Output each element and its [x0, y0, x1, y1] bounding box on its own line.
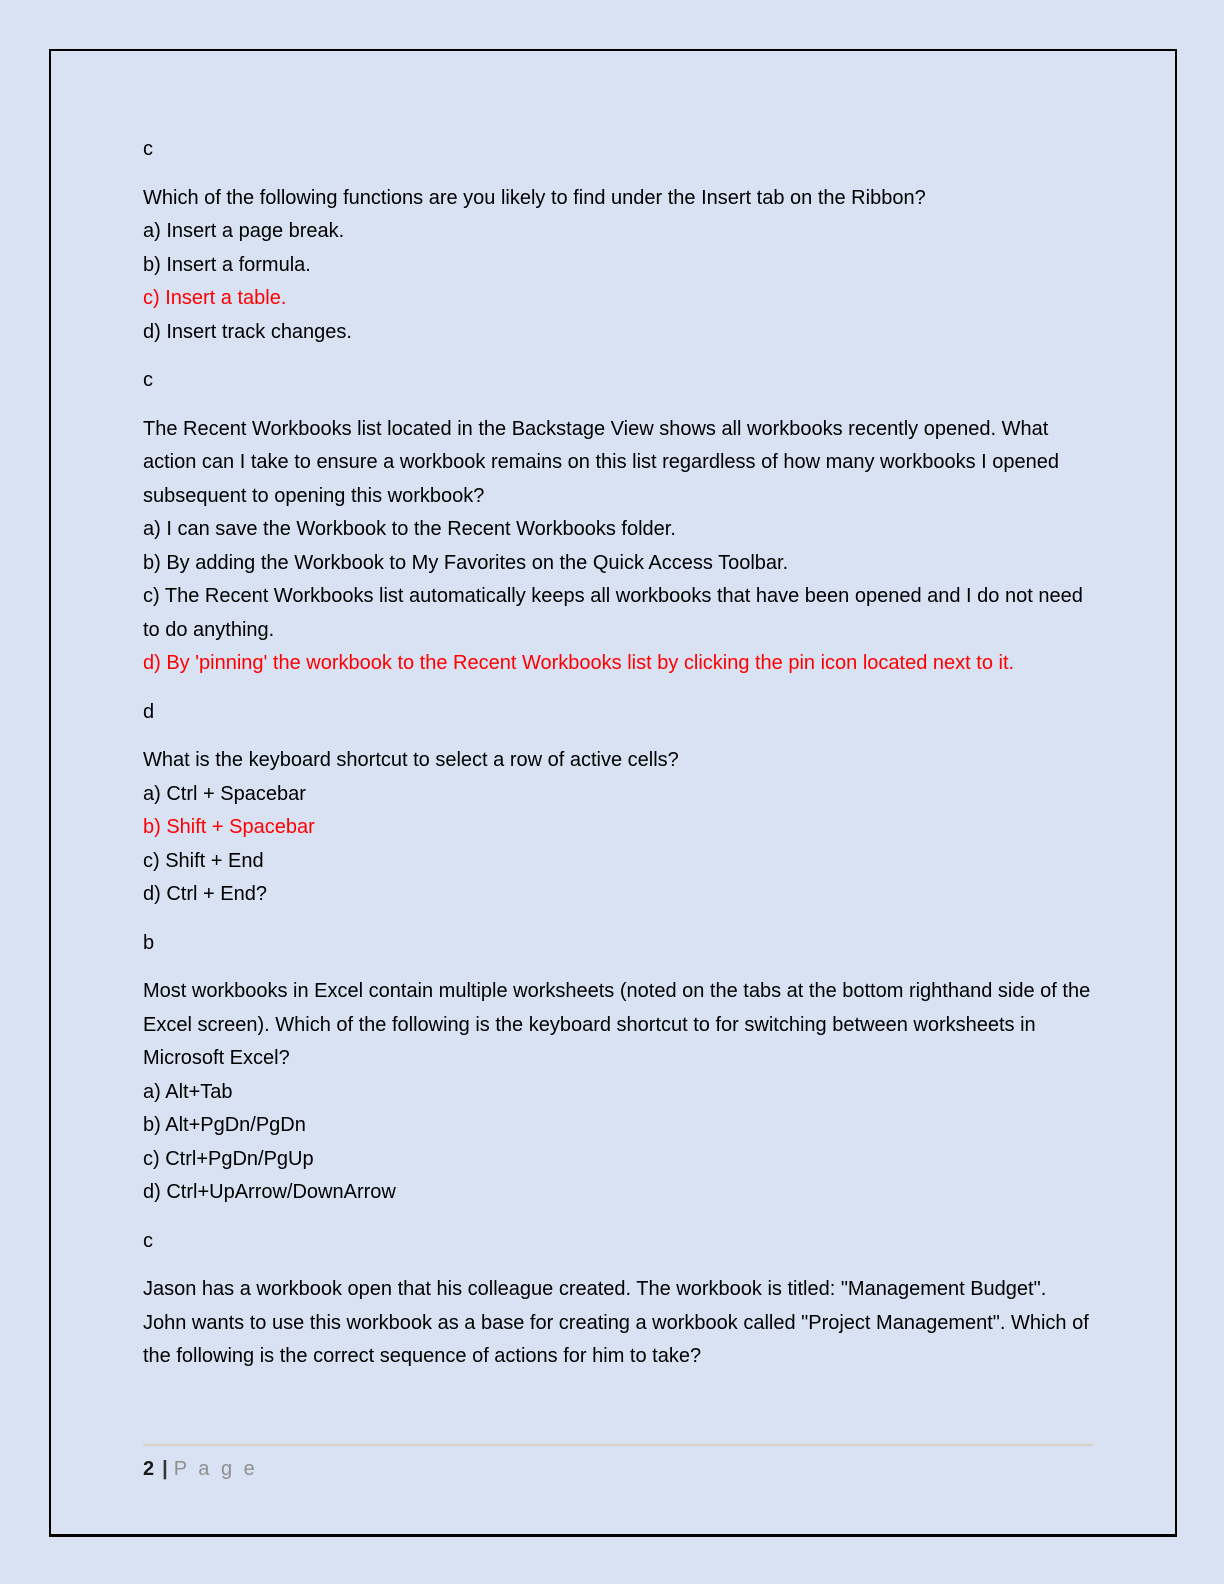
option-c: c) Shift + End — [143, 849, 264, 872]
option-c: c) Ctrl+PgDn/PgUp — [143, 1147, 314, 1170]
document-page — [49, 49, 1177, 1537]
option-a: a) Insert a page break. — [143, 220, 345, 242]
question-block — [143, 413, 1093, 681]
question-block — [143, 182, 1093, 350]
answer-key: c — [143, 369, 153, 391]
footer-text — [143, 1456, 1093, 1482]
page-number: 2 — [143, 1458, 155, 1480]
answer-key: c — [143, 1229, 153, 1252]
option-b: b) Insert a formula. — [143, 253, 311, 276]
option-c: c) The Recent Workbooks list automatically keeps all workbooks that have been opened and I do not need to do anything. — [143, 585, 1083, 641]
option-b: b) By adding the Workbook to My Favorites on the Quick Access Toolbar. — [143, 551, 789, 574]
footer-page-label: P a g e — [173, 1458, 258, 1480]
page-footer — [143, 1444, 1093, 1482]
question-text: Most workbooks in Excel contain multiple worksheets (noted on the tabs at the bottom righthand side of the Excel screen). Which of the following is the keyboard shortcut to for switching between worksheets in Microsoft Excel? — [143, 980, 1091, 1069]
question-text: The Recent Workbooks list located in the Backstage View shows all workbooks recently opened. What action can I take to ensure a workbook remains on this list regardless of how many workbooks I opened subsequent to opening this workbook? — [143, 417, 1060, 507]
question-block — [143, 744, 1093, 912]
question-block — [143, 975, 1093, 1210]
footer-divider — [143, 1444, 1093, 1446]
option-b: b) Alt+PgDn/PgDn — [143, 1114, 306, 1136]
option-a: a) Ctrl + Spacebar — [143, 782, 306, 805]
option-c-correct: c) Insert a table. — [143, 287, 287, 309]
answer-key: c — [143, 138, 153, 160]
question-text: Jason has a workbook open that his colleague created. The workbook is titled: "Management Budget". John wants to use this workbook as a base for creating a workbook called "Project Management". Which of the following is the correct sequence of actions for him to take? — [143, 1278, 1089, 1367]
question-text: What is the keyboard shortcut to select a row of active cells? — [143, 749, 679, 771]
option-b-correct: b) Shift + Spacebar — [143, 816, 315, 838]
answer-key: b — [143, 931, 155, 954]
answer-key: d — [143, 700, 155, 723]
option-d: d) Ctrl+UpArrow/DownArrow — [143, 1181, 396, 1203]
question-block — [143, 1273, 1093, 1374]
option-a: a) I can save the Workbook to the Recent Workbooks folder. — [143, 518, 676, 540]
document-body — [143, 133, 1093, 1389]
option-d: d) Insert track changes. — [143, 320, 352, 343]
option-a: a) Alt+Tab — [143, 1080, 233, 1103]
footer-separator: | — [162, 1458, 168, 1480]
question-text: Which of the following functions are you likely to find under the Insert tab on the Ribbon? — [143, 186, 926, 209]
option-d: d) Ctrl + End? — [143, 883, 267, 905]
option-d-correct: d) By 'pinning' the workbook to the Recent Workbooks list by clicking the pin icon located next to it. — [143, 652, 1015, 674]
